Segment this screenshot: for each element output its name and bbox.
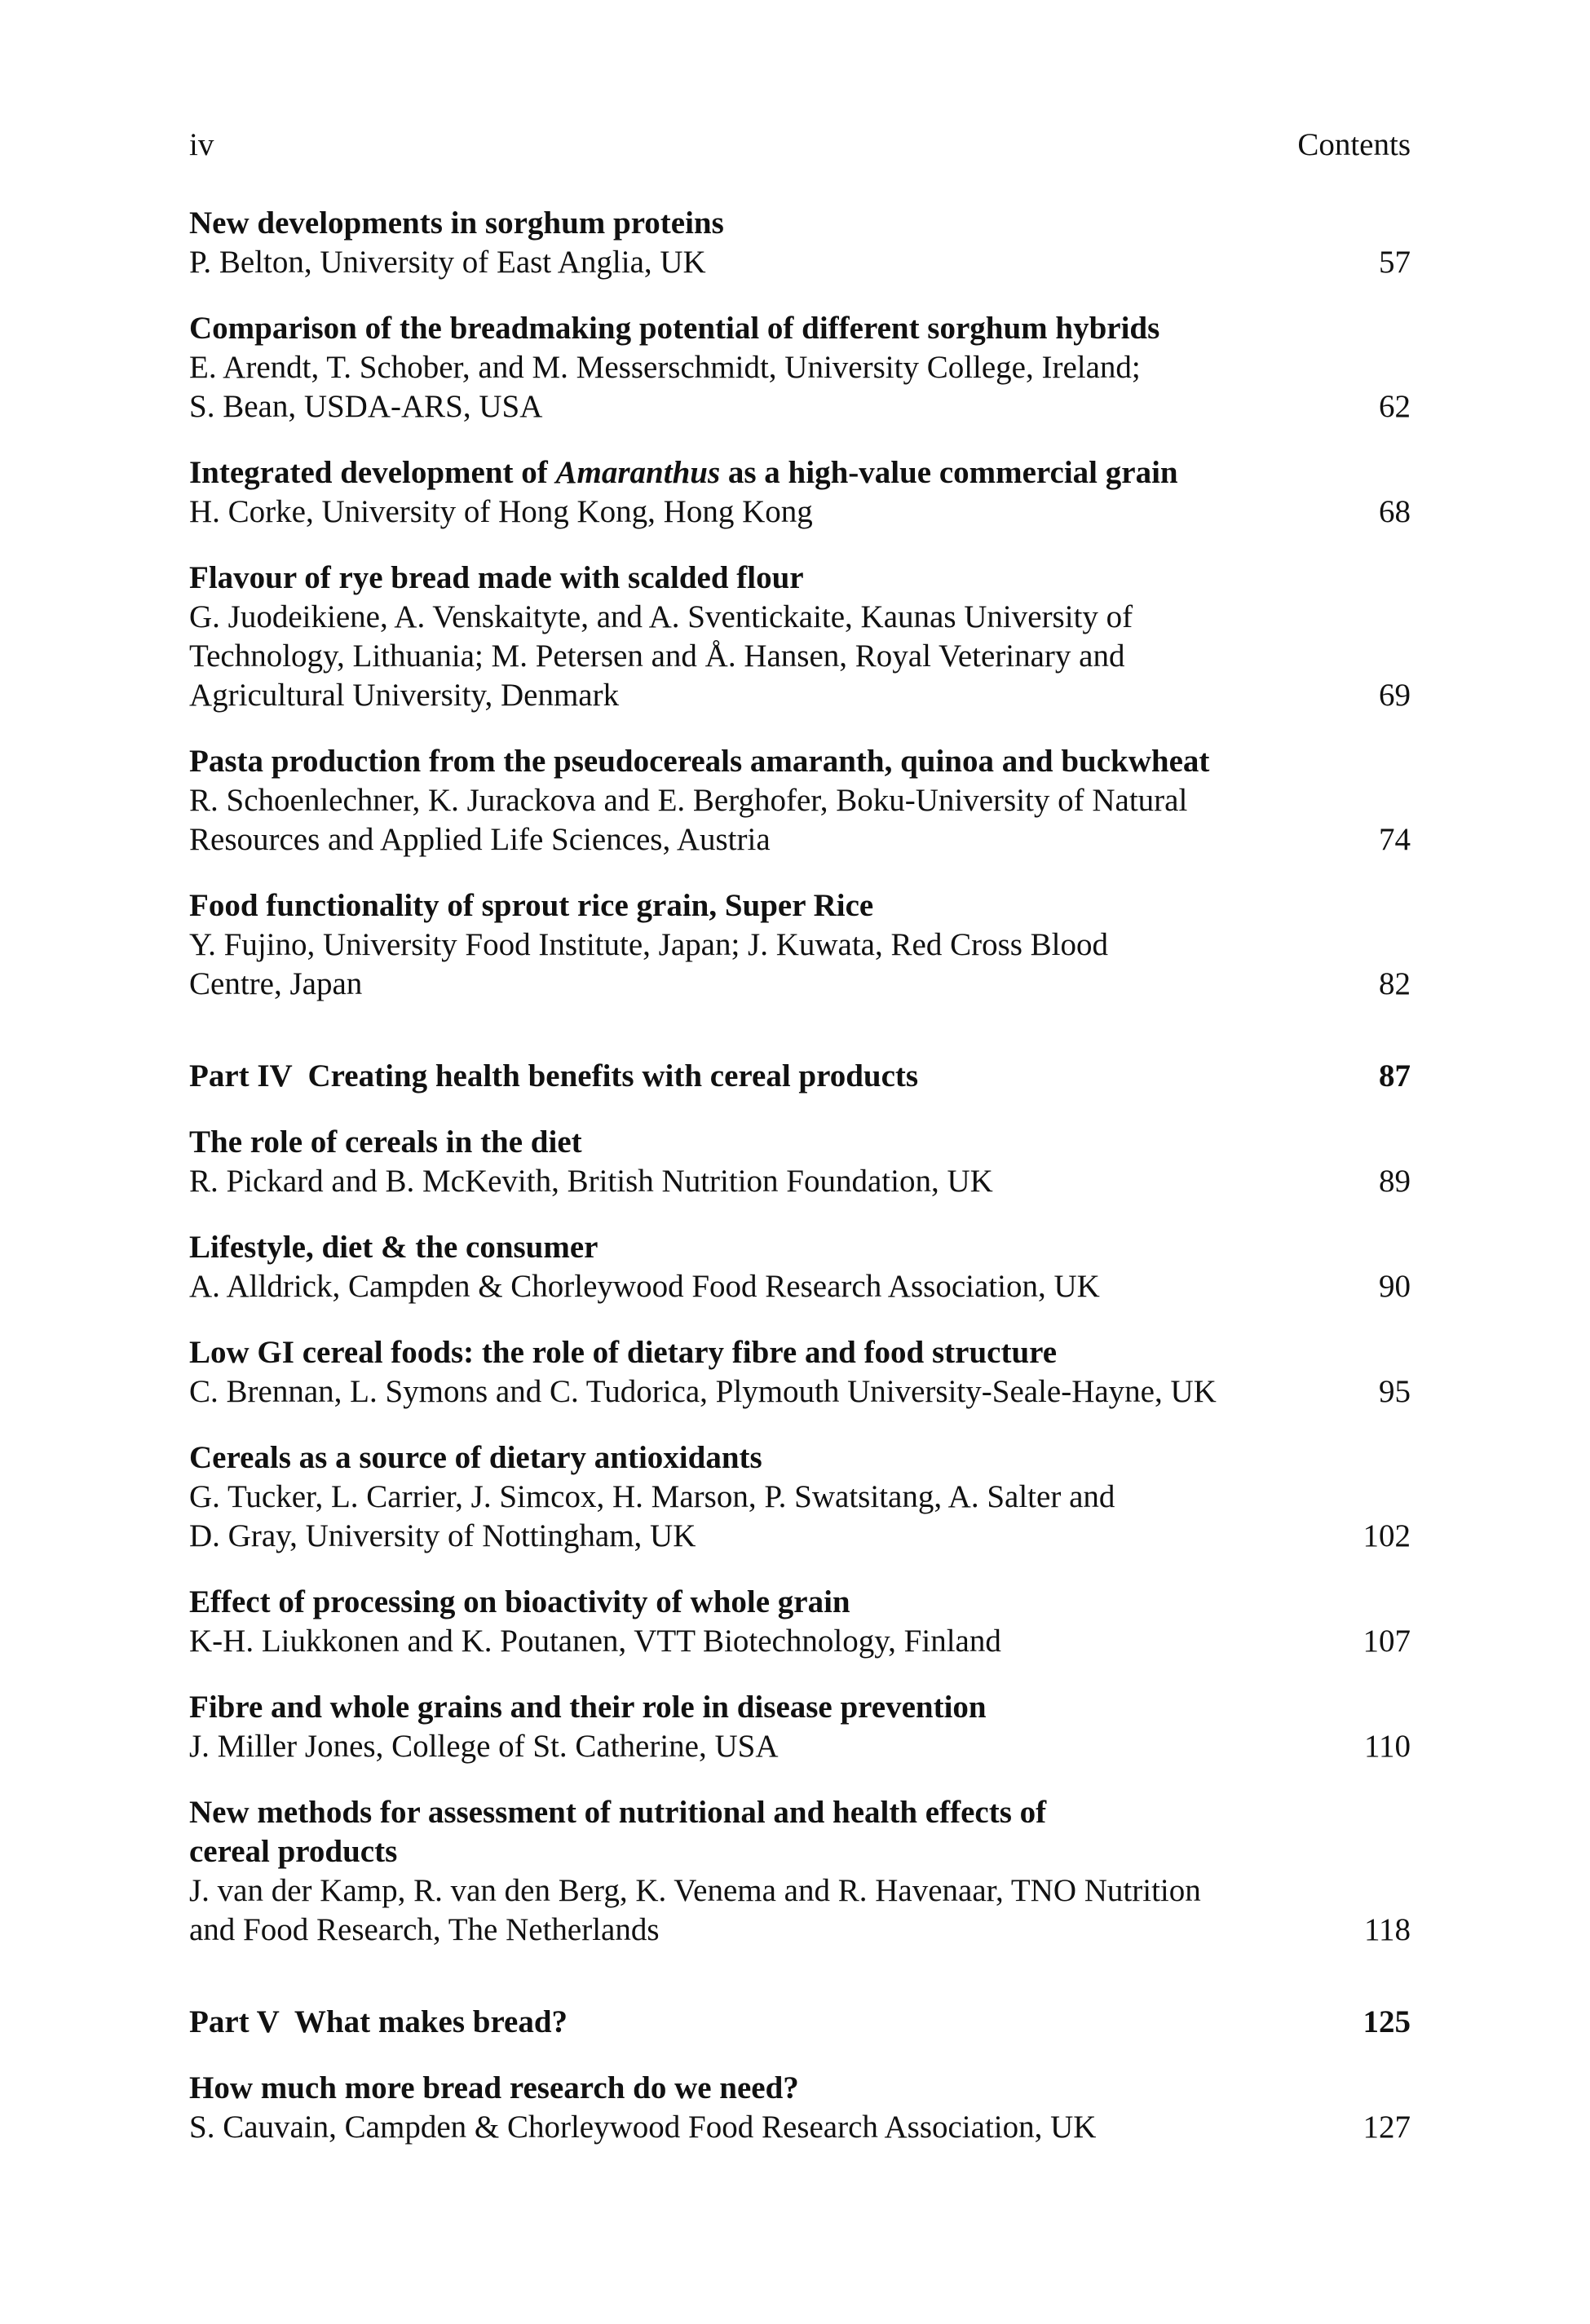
page-numeral: iv — [189, 127, 214, 162]
chapter-authors: K-H. Liukkonen and K. Poutanen, VTT Biotechnology, Finland — [189, 1624, 1001, 1659]
chapter-authors: H. Corke, University of Hong Kong, Hong Kong — [189, 494, 813, 529]
chapter-page-number: 82 — [1379, 966, 1411, 1001]
chapter-authors: J. van der Kamp, R. van den Berg, K. Venema and R. Havenaar, TNO Nutrition and Food Research, The Netherlands — [189, 1873, 1201, 1947]
chapter-authors: S. Cauvain, Campden & Chorleywood Food Research Association, UK — [189, 2110, 1097, 2145]
chapter-authors: Y. Fujino, University Food Institute, Japan; J. Kuwata, Red Cross Blood Centre, Japan — [189, 927, 1109, 1001]
toc-entry — [189, 742, 1411, 859]
table-of-contents — [189, 204, 1411, 2147]
toc-entry — [189, 559, 1411, 715]
chapter-authors: P. Belton, University of East Anglia, UK — [189, 245, 706, 280]
chapter-title — [189, 453, 1411, 493]
part-heading — [189, 1057, 1411, 1096]
chapter-page-number: 107 — [1363, 1624, 1411, 1659]
chapter-authors: R. Pickard and B. McKevith, British Nutrition Foundation, UK — [189, 1164, 993, 1199]
chapter-title: Effect of processing on bioactivity of whole grain — [189, 1584, 850, 1619]
chapter-page-number: 57 — [1379, 245, 1411, 280]
toc-entry — [189, 1438, 1411, 1556]
running-title: Contents — [1297, 127, 1411, 162]
chapter-page-number: 74 — [1379, 822, 1411, 857]
chapter-title: Food functionality of sprout rice grain, Super Rice — [189, 888, 874, 923]
chapter-title: Cereals as a source of dietary antioxidants — [189, 1440, 762, 1475]
chapter-authors: E. Arendt, T. Schober, and M. Messerschmidt, University College, Ireland; S. Bean, USDA-ARS, USA — [189, 350, 1141, 424]
toc-entry — [189, 1228, 1411, 1306]
chapter-page-number: 89 — [1379, 1164, 1411, 1199]
part-heading — [189, 2003, 1411, 2042]
part-title: Part IV Creating health benefits with cereal products — [189, 1058, 919, 1094]
chapter-authors: C. Brennan, L. Symons and C. Tudorica, Plymouth University-Seale-Hayne, UK — [189, 1374, 1217, 1409]
toc-entry — [189, 1793, 1411, 1950]
toc-entry — [189, 1123, 1411, 1201]
page-header — [189, 126, 1411, 165]
chapter-title: Lifestyle, diet & the consumer — [189, 1230, 598, 1265]
chapter-authors: A. Alldrick, Campden & Chorleywood Food Research Association, UK — [189, 1269, 1100, 1304]
chapter-authors: G. Juodeikiene, A. Venskaityte, and A. Sventickaite, Kaunas University of Technology, Lithuania; M. Petersen and Å. Hansen, Royal Veterinary and Agricultural University, Denmark — [189, 599, 1133, 713]
part-page-number: 125 — [1363, 2004, 1411, 2039]
chapter-page-number: 62 — [1379, 389, 1411, 424]
chapter-title-part: Integrated development of — [189, 455, 556, 490]
chapter-authors: R. Schoenlechner, K. Jurackova and E. Berghofer, Boku-University of Natural Resources and Applied Life Sciences, Austria — [189, 783, 1188, 857]
chapter-title: Low GI cereal foods: the role of dietary fibre and food structure — [189, 1335, 1058, 1370]
chapter-page-number: 68 — [1379, 494, 1411, 529]
chapter-title: The role of cereals in the diet — [189, 1124, 582, 1160]
chapter-page-number: 110 — [1363, 1729, 1411, 1764]
chapter-page-number: 102 — [1363, 1518, 1411, 1553]
chapter-title: New methods for assessment of nutritional and health effects of cereal products — [189, 1795, 1047, 1869]
chapter-page-number: 95 — [1379, 1374, 1411, 1409]
chapter-authors: J. Miller Jones, College of St. Catherine, USA — [189, 1729, 779, 1764]
toc-entry — [189, 453, 1411, 532]
chapter-title-part: as a high-value commercial grain — [720, 455, 1178, 490]
chapter-authors: G. Tucker, L. Carrier, J. Simcox, H. Marson, P. Swatsitang, A. Salter and D. Gray, University of Nottingham, UK — [189, 1479, 1115, 1553]
part-title: Part V What makes bread? — [189, 2004, 568, 2039]
chapter-title: Fibre and whole grains and their role in disease prevention — [189, 1690, 987, 1725]
toc-entry — [189, 886, 1411, 1004]
toc-entry — [189, 309, 1411, 426]
chapter-title-italic: Amaranthus — [555, 455, 721, 490]
toc-entry — [189, 1688, 1411, 1766]
chapter-title: Pasta production from the pseudocereals amaranth, quinoa and buckwheat — [189, 744, 1210, 779]
toc-entry — [189, 1333, 1411, 1412]
chapter-title: How much more bread research do we need? — [189, 2070, 799, 2105]
chapter-page-number: 127 — [1363, 2110, 1411, 2145]
chapter-title: Flavour of rye bread made with scalded flour — [189, 560, 804, 595]
chapter-title: New developments in sorghum proteins — [189, 205, 724, 241]
toc-entry — [189, 2069, 1411, 2147]
toc-entry — [189, 1583, 1411, 1661]
chapter-page-number: 118 — [1363, 1912, 1411, 1947]
toc-entry — [189, 204, 1411, 282]
chapter-page-number: 90 — [1379, 1269, 1411, 1304]
chapter-page-number: 69 — [1379, 678, 1411, 713]
chapter-title: Comparison of the breadmaking potential of different sorghum hybrids — [189, 311, 1160, 346]
part-page-number: 87 — [1379, 1058, 1411, 1094]
